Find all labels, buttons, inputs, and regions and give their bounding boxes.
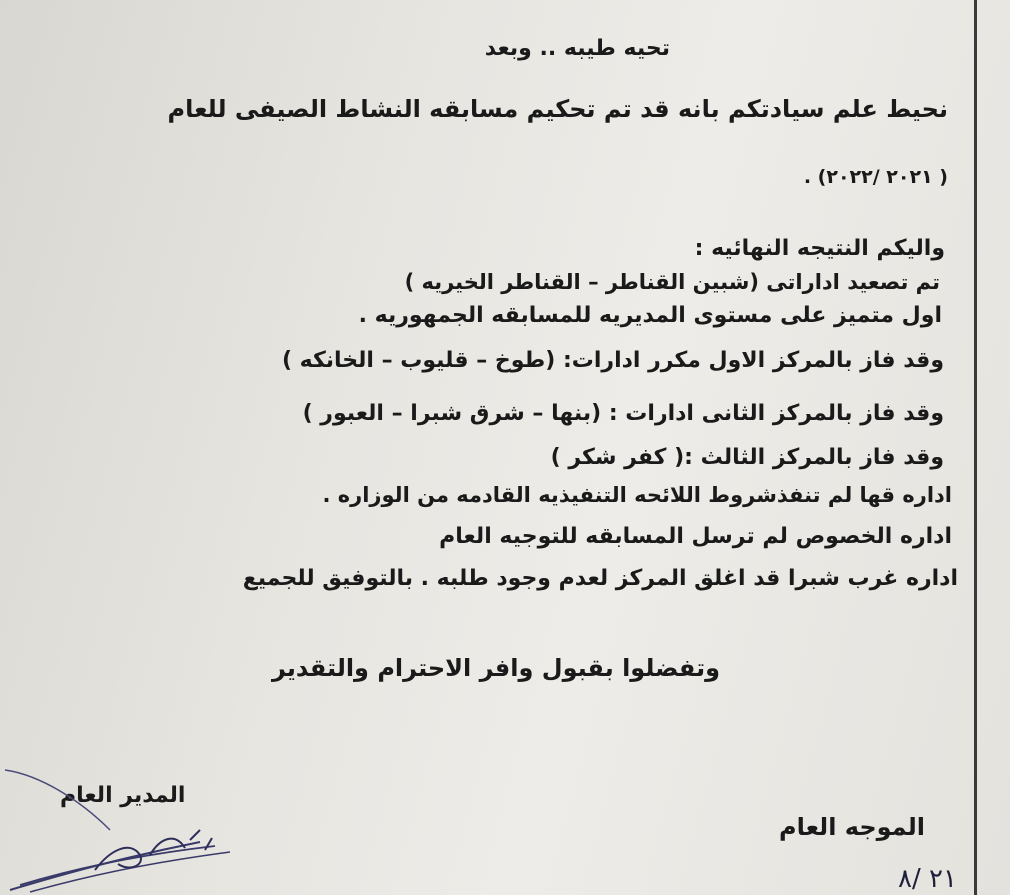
handwritten-date-text: ٢١ /٨: [898, 864, 957, 894]
results-heading: واليكم النتيجه النهائيه :: [694, 236, 945, 261]
result-line: اداره الخصوص لم ترسل المسابقه للتوجيه العام: [439, 524, 952, 549]
result-line: وقد فاز بالمركز الثانى ادارات : (بنها – شرق شبرا – العبور ): [302, 401, 944, 426]
result-line: اداره قها لم تنفذشروط اللائحه التنفيذيه القادمه من الوزاره .: [322, 483, 952, 507]
result-line: وقد فاز بالمركز الاول مكرر ادارات: (طوخ – قليوب – الخانكه ): [281, 348, 944, 373]
result-line: تم تصعيد اداراتى (شبين القناطر – القناطر الخيريه ): [404, 270, 940, 294]
closing-line: وتفضلوا بقبول وافر الاحترام والتقدير: [271, 654, 720, 682]
intro-line-1: نحيط علم سيادتكم بانه قد تم تحكيم مسابقه النشاط الصيفى للعام: [167, 95, 948, 123]
result-line: اداره غرب شبرا قد اغلق المركز لعدم وجود طلبه . بالتوفيق للجميع: [242, 566, 958, 591]
intro-line-2: ( ٢٠٢١ /٢٠٢٢) .: [803, 166, 948, 188]
handwritten-signature: [0, 760, 260, 895]
result-line: وقد فاز بالمركز الثالث :( كفر شكر ): [550, 445, 944, 470]
supervisor-signature-label: الموجه العام: [779, 813, 925, 841]
result-line: اول متميز على مستوى المديريه للمسابقه الجمهوريه .: [358, 303, 942, 328]
greeting-line: تحيه طيبه .. وبعد: [484, 36, 670, 61]
page-border-line: [974, 0, 977, 895]
director-signature-label: المدير العام: [60, 783, 186, 808]
handwritten-date: [788, 855, 957, 895]
